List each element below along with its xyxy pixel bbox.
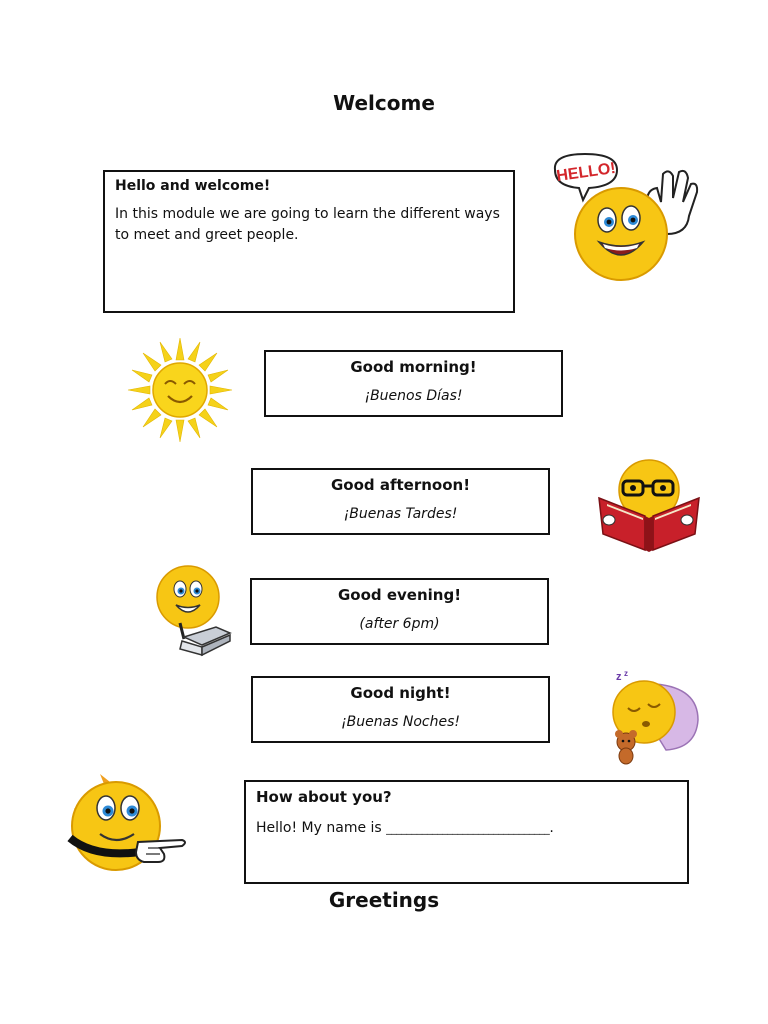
greeting-spanish: (after 6pm)	[359, 616, 440, 632]
prompt-sentence-start: Hello! My name is	[256, 820, 387, 836]
reading-smiley-icon	[595, 458, 703, 552]
svg-text:z: z	[616, 671, 622, 683]
greeting-box-morning	[264, 350, 563, 417]
greeting-english: Good afternoon!	[330, 476, 471, 494]
greeting-spanish: ¡Buenos Días!	[364, 388, 463, 404]
greetings-title: Greetings	[328, 888, 440, 912]
sun-smiley-icon	[130, 337, 230, 443]
sleeping-smiley-icon	[606, 668, 702, 766]
waving-hello-smiley-icon	[545, 150, 705, 285]
name-blank[interactable]: ________________________________	[386, 822, 550, 835]
greeting-english: Good morning!	[350, 358, 477, 376]
page-title: Welcome	[333, 91, 435, 115]
greeting-box-night	[251, 676, 550, 743]
intro-body: In this module we are going to learn the different ways to meet and greet people.	[115, 206, 500, 243]
pointing-smiley-icon	[64, 776, 206, 876]
greeting-spanish: ¡Buenas Tardes!	[343, 506, 458, 522]
greeting-box-afternoon	[251, 468, 550, 535]
laptop-smiley-icon	[154, 563, 234, 657]
greeting-english: Good night!	[350, 684, 451, 702]
intro-box	[103, 170, 515, 313]
hello-bubble-text: HELLO!	[555, 159, 617, 186]
prompt-sentence	[256, 818, 677, 839]
greeting-english: Good evening!	[337, 586, 462, 604]
prompt-box	[244, 780, 689, 884]
intro-heading: Hello and welcome!	[115, 178, 271, 194]
greeting-spanish: ¡Buenas Noches!	[340, 714, 461, 730]
greeting-box-evening	[250, 578, 549, 645]
prompt-sentence-end: .	[549, 820, 554, 836]
svg-text:z: z	[624, 669, 628, 678]
prompt-heading: How about you?	[256, 788, 392, 806]
